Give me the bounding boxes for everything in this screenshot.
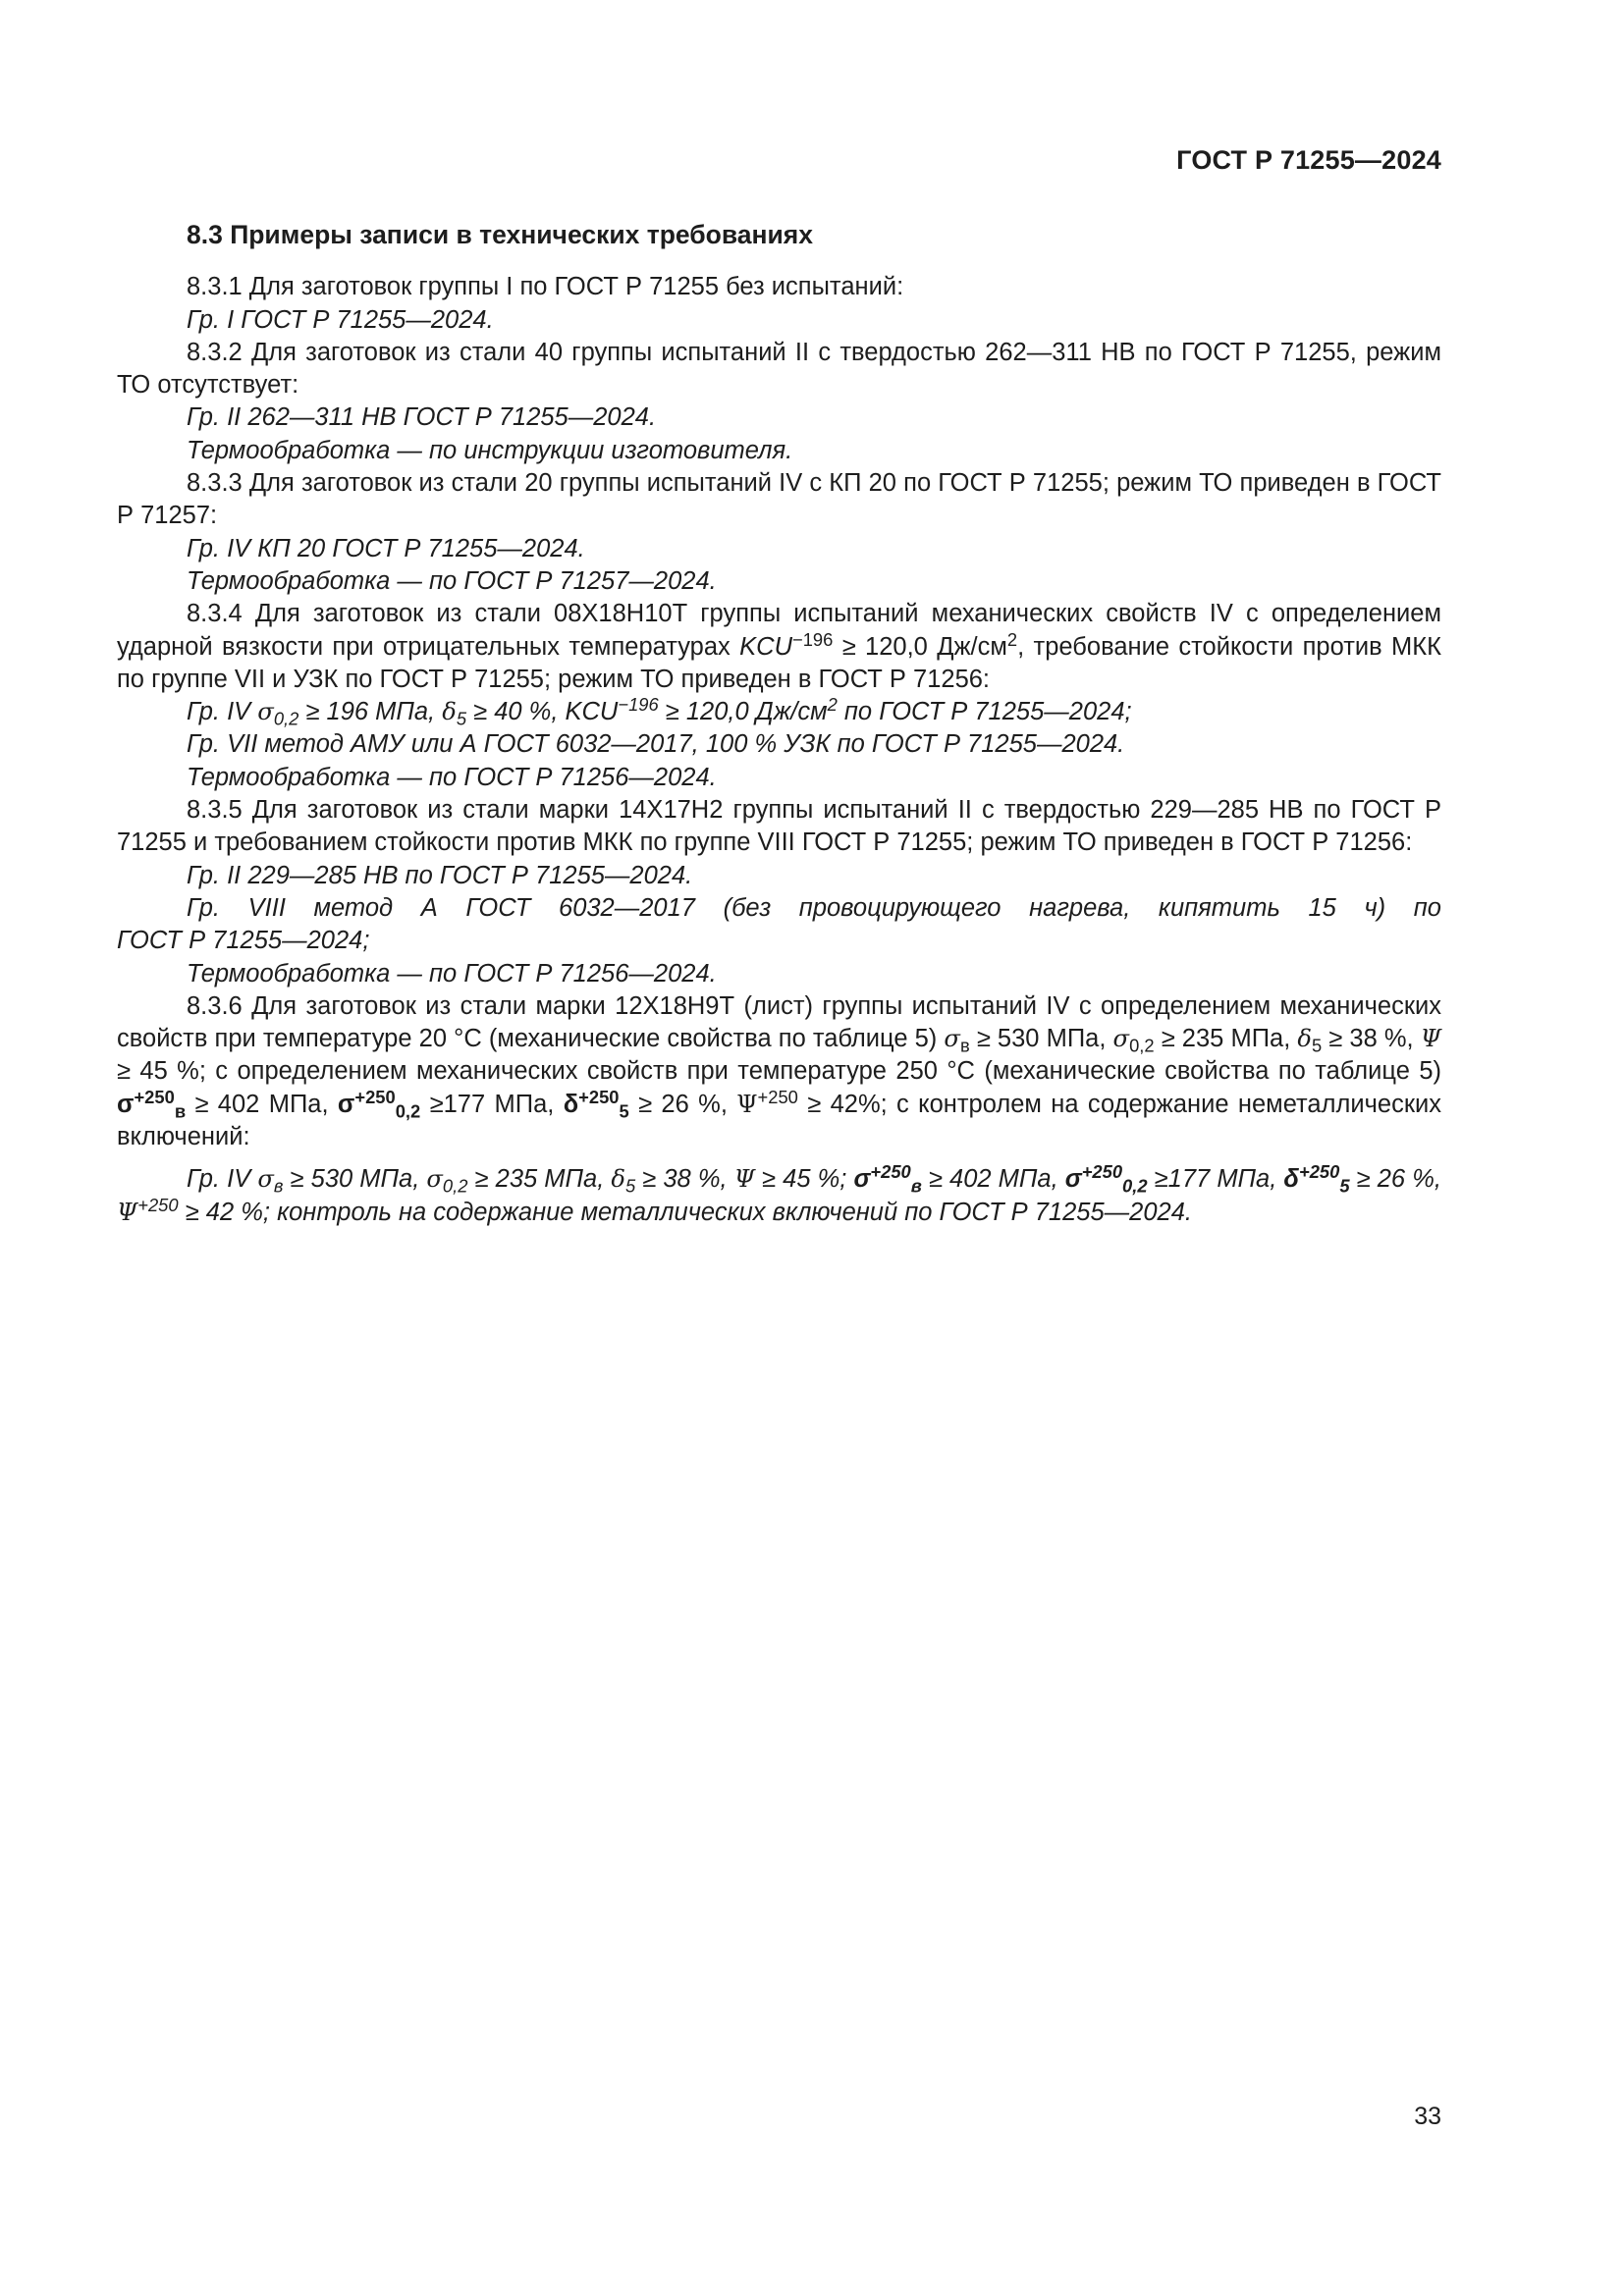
- elongation-subscript: 5: [1311, 1035, 1323, 1056]
- delta-symbol: δ: [442, 698, 457, 726]
- example-text: ≥177 МПа,: [1147, 1165, 1284, 1194]
- tensile-subscript: в: [959, 1035, 970, 1056]
- delta-symbol: δ: [611, 1165, 625, 1194]
- example-8-3-5-mkk-line2: ГОСТ Р 71255—2024;: [117, 927, 370, 955]
- example-text: ≥ 120,0 Дж/см: [658, 698, 828, 726]
- example-text: ≥ 26 %,: [1349, 1165, 1441, 1194]
- example-8-3-4-mkk: Гр. VII метод АМУ или А ГОСТ 6032—2017, 100 % УЗК по ГОСТ Р 71255—2024.: [187, 730, 1125, 759]
- example-8-3-3-designation: Гр. IV КП 20 ГОСТ Р 71255—2024.: [187, 534, 585, 562]
- sigma-symbol: σ: [117, 1090, 135, 1118]
- psi-symbol: Ψ: [1420, 1025, 1441, 1053]
- example-text: по ГОСТ Р 71255—2024;: [837, 698, 1132, 726]
- clause-text: ≥ 38 %,: [1322, 1025, 1421, 1053]
- tensile-subscript: в: [174, 1100, 187, 1122]
- clause-8-3-4: [117, 598, 1441, 696]
- clause-8-3-5: 8.3.5 Для заготовок из стали марки 14Х17Н2 группы испытаний II с твердостью 229—285 НВ по ГОСТ Р 71255 и требованием стойкости против МКК по группе VIII ГОСТ Р 71255; режим ТО приведен в ГОСТ Р 71256:: [117, 796, 1441, 857]
- elongation-subscript: 5: [456, 708, 467, 729]
- example-text: Гр. IV: [187, 1165, 258, 1194]
- temperature-superscript: +250: [578, 1086, 620, 1107]
- temperature-superscript: +250: [134, 1086, 175, 1107]
- clause-text: 8.3.6 Для заготовок из стали марки 12Х18Н9Т (лист) группы испытаний IV с определением механических свойств при температуре 20 °С (механические свойства по таблице 5): [117, 991, 1441, 1053]
- yield-subscript: 0,2: [1122, 1175, 1148, 1197]
- delta-symbol: δ: [563, 1090, 579, 1118]
- clause-8-3-6: [117, 990, 1441, 1153]
- example-8-3-5-designation: Гр. II 229—285 НВ по ГОСТ Р 71255—2024.: [187, 861, 693, 889]
- clause-text: ≥ 26 %,: [628, 1090, 737, 1118]
- temperature-superscript: +250: [1081, 1161, 1123, 1183]
- kcu-temperature: −196: [791, 628, 834, 650]
- temperature-superscript: +250: [1298, 1161, 1340, 1183]
- example-text: ≥ 196 МПа,: [298, 698, 443, 726]
- yield-subscript: 0,2: [1129, 1035, 1155, 1056]
- example-text: ≥ 402 МПа,: [921, 1165, 1065, 1194]
- yield-subscript: 0,2: [395, 1100, 421, 1122]
- clause-8-3-3: 8.3.3 Для заготовок из стали 20 группы испытаний IV с КП 20 по ГОСТ Р 71255; режим ТО приведен в ГОСТ Р 71257:: [117, 469, 1441, 530]
- temperature-superscript: +250: [354, 1086, 396, 1107]
- yield-subscript: 0,2: [442, 1175, 468, 1197]
- example-8-3-5-heat-treatment: Термообработка — по ГОСТ Р 71256—2024.: [187, 959, 717, 988]
- elongation-subscript: 5: [624, 1175, 636, 1197]
- example-text: ≥ 40 %, KCU: [466, 698, 619, 726]
- example-8-3-5-mkk-line1: Гр. VIII метод А ГОСТ 6032—2017 (без провоцирующего нагрева, кипятить 15 ч) по: [187, 893, 1441, 922]
- example-text: ≥ 42 %; контроль на содержание металлических включений по ГОСТ Р 71255—2024.: [178, 1198, 1192, 1226]
- example-text: ≥ 530 МПа,: [283, 1165, 427, 1194]
- tensile-subscript: в: [910, 1175, 922, 1197]
- clause-text: ≥ 42%; с контролем на содержание неметаллических включений:: [117, 1090, 1441, 1151]
- clause-text: , требование стойкости против МКК по группе VII и УЗК по ГОСТ Р 71255; режим ТО приведен в ГОСТ Р 71256:: [117, 632, 1441, 693]
- example-text: Гр. IV: [187, 698, 258, 726]
- sigma-symbol: σ: [853, 1165, 871, 1194]
- square-superscript: 2: [1006, 628, 1018, 650]
- document-body: [117, 219, 1441, 1229]
- example-8-3-2-heat-treatment: Термообработка — по инструкции изготовителя.: [187, 436, 793, 464]
- section-heading: 8.3 Примеры записи в технических требованиях: [187, 220, 814, 249]
- temperature-superscript: +250: [137, 1194, 179, 1215]
- example-text: ≥ 45 %;: [754, 1165, 854, 1194]
- sigma-symbol: σ: [1112, 1025, 1130, 1053]
- delta-symbol: δ: [1297, 1025, 1312, 1053]
- page-number: 33: [1414, 2103, 1441, 2130]
- document-standard-id: ГОСТ Р 71255—2024: [1176, 145, 1441, 175]
- temperature-superscript: +250: [757, 1086, 798, 1107]
- elongation-subscript: 5: [619, 1100, 629, 1122]
- example-8-3-1: Гр. I ГОСТ Р 71255—2024.: [187, 305, 494, 334]
- kcu-symbol: KCU: [739, 632, 792, 661]
- example-8-3-2-designation: Гр. II 262—311 НВ ГОСТ Р 71255—2024.: [187, 403, 657, 432]
- psi-symbol: Ψ: [736, 1090, 758, 1118]
- kcu-temperature: −196: [618, 693, 659, 715]
- sigma-symbol: σ: [426, 1165, 443, 1194]
- psi-symbol: Ψ: [733, 1165, 755, 1194]
- delta-symbol: δ: [1283, 1165, 1299, 1194]
- sigma-symbol: σ: [257, 698, 274, 726]
- clause-8-3-1: 8.3.1 Для заготовок группы I по ГОСТ Р 71255 без испытаний:: [187, 273, 904, 301]
- clause-text: ≥ 45 %; с определением механических свойств при температуре 250 °С (механические свойства по таблице 5): [117, 1057, 1441, 1086]
- clause-text: ≥ 402 МПа,: [186, 1090, 338, 1118]
- clause-text: ≥ 235 МПа,: [1154, 1025, 1298, 1053]
- psi-symbol: Ψ: [117, 1198, 138, 1226]
- example-text: ≥ 38 %,: [635, 1165, 734, 1194]
- sigma-symbol: σ: [944, 1025, 960, 1053]
- example-8-3-4-designation: [117, 693, 1441, 729]
- elongation-subscript: 5: [1339, 1175, 1350, 1197]
- clause-text: ≥177 МПа,: [420, 1090, 564, 1118]
- sigma-symbol: σ: [257, 1165, 274, 1194]
- tensile-subscript: в: [273, 1175, 284, 1197]
- sigma-symbol: σ: [1064, 1165, 1082, 1194]
- sigma-symbol: σ: [337, 1090, 355, 1118]
- example-text: ≥ 235 МПа,: [467, 1165, 612, 1194]
- example-8-3-3-heat-treatment: Термообработка — по ГОСТ Р 71257—2024.: [187, 566, 717, 595]
- clause-8-3-2: 8.3.2 Для заготовок из стали 40 группы испытаний II с твердостью 262—311 НВ по ГОСТ Р 71255, режим ТО отсутствует:: [117, 338, 1441, 400]
- example-8-3-4-heat-treatment: Термообработка — по ГОСТ Р 71256—2024.: [187, 763, 717, 791]
- yield-subscript: 0,2: [273, 708, 299, 729]
- clause-text: ≥ 120,0 Дж/см: [833, 632, 1007, 661]
- clause-text: 8.3.4 Для заготовок из стали 08Х18Н10Т группы испытаний механических свойств IV с определением ударной вязкости при отрицательных температурах: [117, 600, 1441, 661]
- example-8-3-6-designation: [117, 1163, 1441, 1229]
- temperature-superscript: +250: [870, 1161, 911, 1183]
- square-superscript: 2: [827, 693, 838, 715]
- clause-text: ≥ 530 МПа,: [969, 1025, 1113, 1053]
